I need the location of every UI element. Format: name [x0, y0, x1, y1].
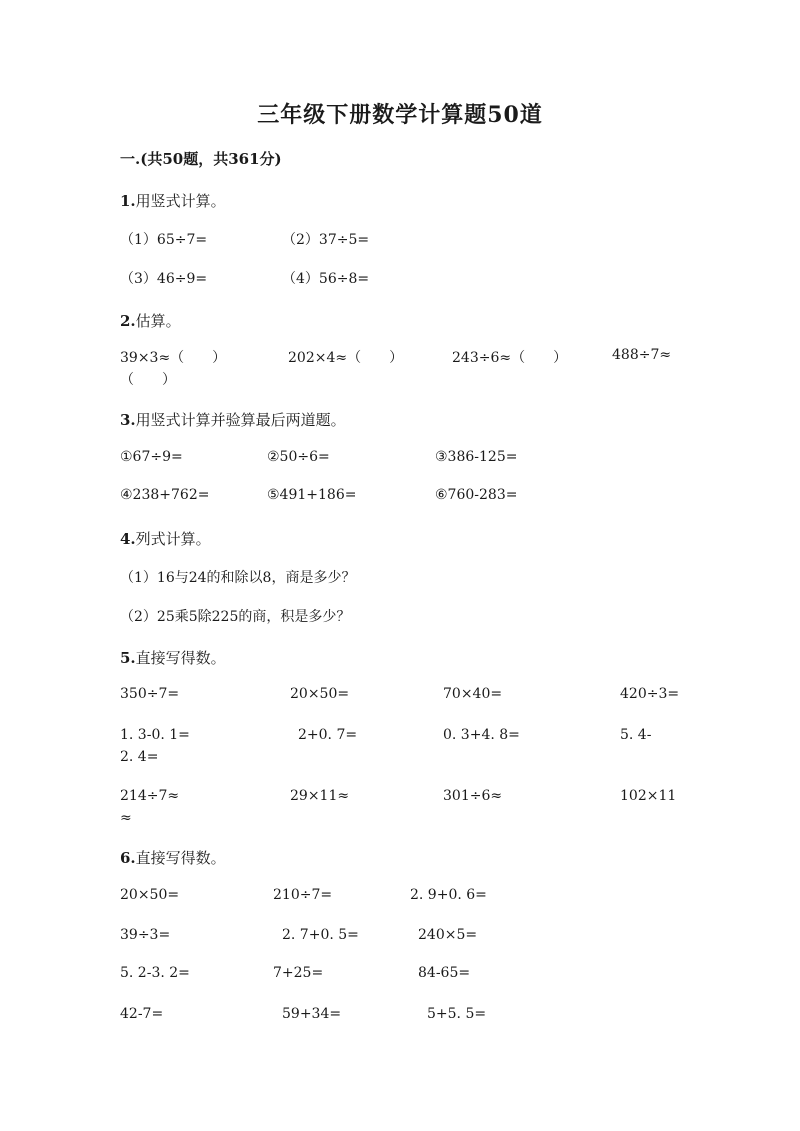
q5-item: 1. 3-0. 1= [120, 727, 190, 743]
q6-item: 210÷7= [273, 887, 333, 903]
q5-item: 2+0. 7= [298, 727, 358, 743]
q5-item: 350÷7= [120, 686, 180, 702]
q3-item: ③386-125= [435, 449, 518, 465]
q1-item: （1）65÷7= [120, 232, 208, 248]
q5-item: 301÷6≈ [443, 788, 503, 804]
q6-item: 2. 7+0. 5= [282, 927, 359, 943]
q3-item: ⑥760-283= [435, 487, 518, 503]
question-number: 3. [120, 411, 136, 429]
question-1-heading [120, 190, 226, 211]
question-number: 5. [120, 649, 136, 667]
question-text: 用竖式计算。 [135, 192, 226, 210]
q1-item: （4）56÷8= [282, 271, 370, 287]
question-number: 1. [120, 192, 136, 210]
q5-item: 214÷7≈ [120, 788, 180, 804]
q1-item: （3）46÷9= [120, 271, 208, 287]
q2-item: 243÷6≈（ ） [452, 350, 568, 366]
page-title: 三年级下册数学计算题50道 [257, 102, 543, 128]
question-text: 直接写得数。 [135, 649, 226, 667]
question-3-heading [120, 409, 346, 430]
q2-item: （ ） [120, 372, 176, 388]
q3-item: ④238+762= [120, 487, 210, 503]
question-text: 估算。 [135, 312, 181, 330]
q2-item: 488÷7≈ [612, 347, 672, 363]
q6-item: 59+34= [282, 1006, 342, 1022]
question-text: 用竖式计算并验算最后两道题。 [135, 411, 346, 429]
q5-item: 20×50= [290, 686, 350, 702]
q6-item: 20×50= [120, 887, 180, 903]
question-text: 直接写得数。 [135, 849, 226, 867]
q5-item: 5. 4- [620, 727, 652, 743]
q3-item: ⑤491+186= [267, 487, 357, 503]
question-number: 6. [120, 849, 136, 867]
q4-item: （2）25乘5除225的商，积是多少？ [120, 609, 351, 625]
q6-item: 240×5= [418, 927, 478, 943]
q5-item: 70×40= [443, 686, 503, 702]
q5-item: 29×11≈ [290, 788, 350, 804]
q4-item: （1）16与24的和除以8，商是多少？ [120, 570, 356, 586]
q2-item: 39×3≈（ ） [120, 350, 227, 366]
q6-item: 5. 2-3. 2= [120, 965, 190, 981]
question-number: 4. [120, 530, 136, 548]
q1-item: （2）37÷5= [282, 232, 370, 248]
question-text: 列式计算。 [135, 530, 211, 548]
question-6-heading [120, 847, 226, 868]
q5-item: 102×11 [620, 788, 677, 804]
section-heading: 一.(共50题，共361分) [120, 150, 282, 168]
q3-item: ②50÷6= [267, 449, 330, 465]
question-number: 2. [120, 312, 136, 330]
question-4-heading [120, 528, 211, 549]
q6-item: 2. 9+0. 6= [410, 887, 487, 903]
q5-item: 0. 3+4. 8= [443, 727, 520, 743]
q3-item: ①67÷9= [120, 449, 183, 465]
q6-item: 7+25= [273, 965, 324, 981]
q5-item: 420÷3= [620, 686, 680, 702]
q6-item: 84-65= [418, 965, 471, 981]
q6-item: 39÷3= [120, 927, 171, 943]
question-2-heading [120, 310, 181, 331]
q5-item: 2. 4= [120, 749, 159, 765]
q6-item: 42-7= [120, 1006, 164, 1022]
q5-item: ≈ [120, 810, 132, 826]
q6-item: 5+5. 5= [427, 1006, 487, 1022]
question-5-heading [120, 647, 226, 668]
q2-item: 202×4≈（ ） [288, 350, 404, 366]
